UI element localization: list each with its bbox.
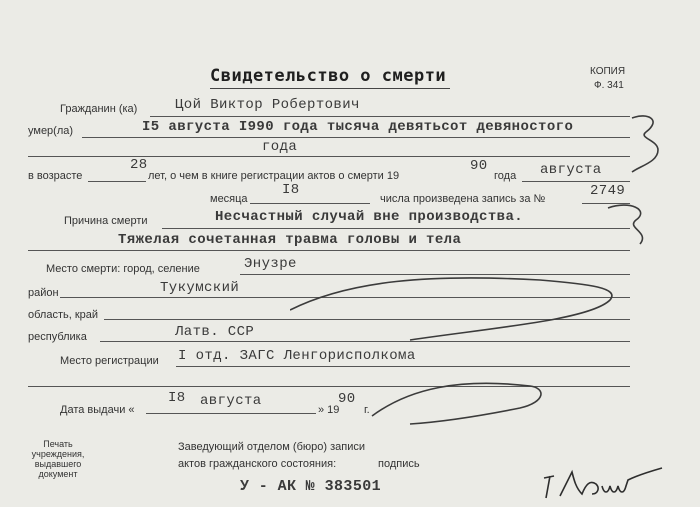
seal-caption [28,439,88,479]
region-label: область, край [28,309,99,321]
died-label: умер(ла) [28,125,74,137]
seal-line-4: документ [38,469,78,479]
citizen-line [150,116,630,117]
issue-year-suffix: г. [364,404,370,416]
age-label: в возрасте [28,170,83,182]
record-number: 2749 [590,183,626,199]
cause-underline1 [162,228,630,229]
died-line [82,137,630,138]
issue-day: I8 [168,390,186,406]
citizen-label: Гражданин (ка) [60,103,138,115]
day-line [250,203,370,204]
series-number: У - АК № 383501 [240,478,382,495]
title-underline [210,88,450,89]
age-suffix: лет, о чем в книге регистрации актов о смерти 19 [148,170,400,182]
signature-image [538,458,668,503]
head-line1: Заведующий отделом (бюро) записи [178,441,365,453]
republic-label: республика [28,331,87,343]
age-value: 28 [130,157,148,173]
seal-line-2: учреждения, [31,449,85,459]
seal-line-1: Печать [43,439,73,449]
registration-value: I отд. ЗАГС Ленгорисполкома [178,348,416,364]
district-value: Тукумский [160,280,240,296]
issue-day-line [146,413,316,414]
ink-scribble-cause [600,200,660,250]
republic-value: Латв. ССР [175,324,255,340]
document-title: Свидетельство о смерти [210,66,447,86]
registration-line [176,366,630,367]
register-year: 90 [470,158,488,174]
month-label: месяца [210,193,248,205]
register-day: I8 [282,182,300,198]
died-line2 [28,156,630,157]
cause-underline2 [28,250,630,251]
form-number: Ф. 341 [594,80,624,91]
citizen-name: Цой Виктор Робертович [175,97,360,113]
copy-mark: КОПИЯ [590,66,626,77]
head-line2: актов гражданского состояния: [178,458,337,470]
death-date-line2: года [262,139,298,155]
signature-label: подпись [378,458,420,470]
issue-month: августа [200,393,262,409]
ink-crossout-issue [370,378,550,428]
issue-year: 90 [338,391,356,407]
issue-year-prefix: » 19 [318,404,340,416]
registration-label: Место регистрации [60,355,159,367]
cause-label: Причина смерти [64,215,148,227]
place-value: Энузре [244,256,297,272]
cause-line2: Тяжелая сочетанная травма головы и тела [118,232,462,248]
ink-scribble-date [628,110,668,180]
register-month-line [522,181,630,182]
issue-date-label: Дата выдачи « [60,404,135,416]
death-date-line1: I5 августа I990 года тысяча девятьсот девяностого [142,119,574,135]
register-month: августа [540,162,602,178]
seal-line-3: выдавшего [34,459,82,469]
cause-line1: Несчастный случай вне производства. [215,209,524,225]
ink-crossout-region [290,270,630,350]
district-label: район [28,287,59,299]
place-label: Место смерти: город, селение [46,263,200,275]
year-suffix: года [494,170,517,182]
day-suffix: числа произведена запись за № [380,193,546,205]
age-line [88,181,146,182]
